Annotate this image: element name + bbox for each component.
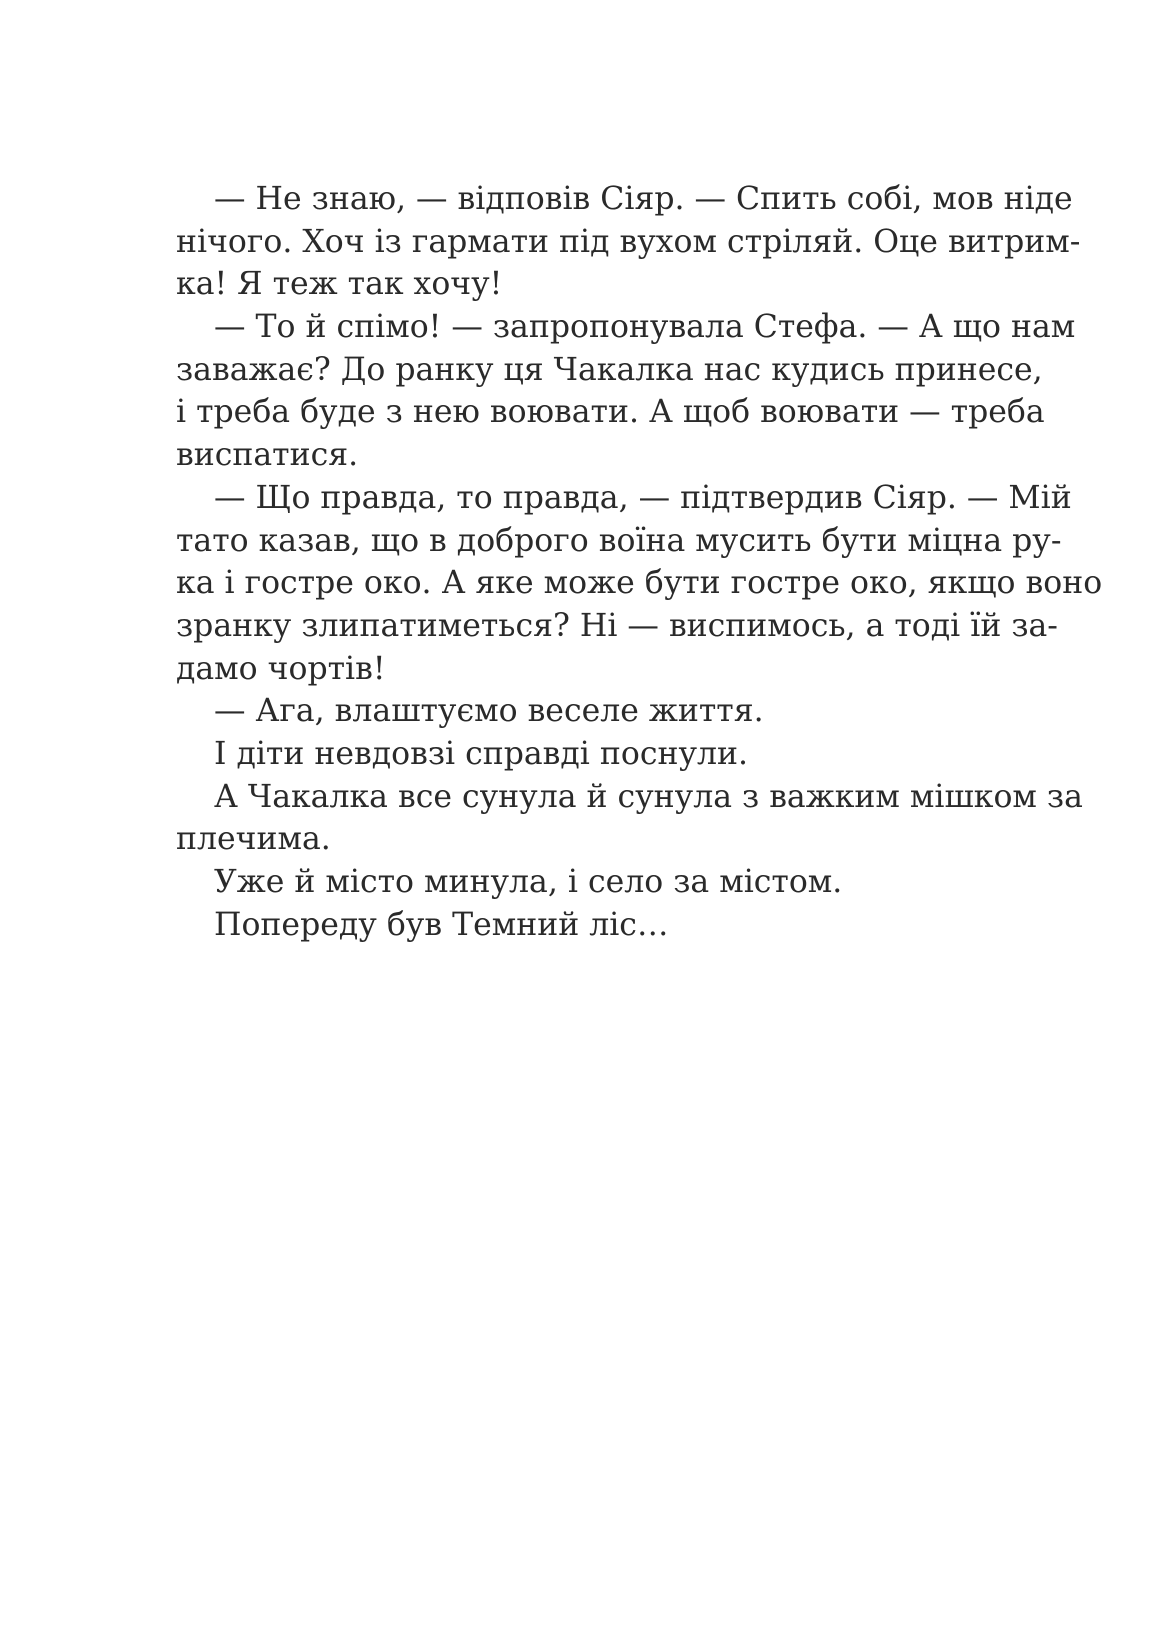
body-text [176,178,1103,946]
text-line: — Ага, влаштуємо веселе життя. [214,693,764,730]
text-line: плечима. [176,821,331,858]
text-line: — То й спімо! — запропонувала Стефа. — А що нам [214,309,1076,346]
text-line: І діти невдовзі справді поснули. [214,735,749,772]
text-line: зранку злипатиметься? Ні — виспимось, а тоді їй за- [176,607,1058,644]
text-line: заважає? До ранку ця Чакалка нас кудись принесе, [176,351,1043,388]
text-line: — Що правда, то правда, — підтвердив Сіяр. — Мій [214,479,1072,516]
text-line: дамо чортів! [176,650,386,687]
text-line: нічого. Хоч із гармати під вухом стріляй. Оце витрим- [176,223,1081,260]
text-line: — Не знаю, — відповів Сіяр. — Спить собі, мов ніде [214,181,1073,217]
text-line: Попереду був Темний ліс… [214,906,669,943]
text-line: А Чакалка все сунула й сунула з важким мішком за [214,778,1083,815]
text-line: тато казав, що в доброго воїна мусить бути міцна ру- [176,522,1062,559]
text-line: ка і гостре око. А яке може бути гостре око, якщо воно [176,565,1103,602]
text-line: і треба буде з нею воювати. А щоб воювати — треба [176,394,1045,431]
text-line: Уже й місто минула, і село за містом. [214,864,843,900]
text-line: виспатися. [176,437,359,474]
text-line: ка! Я теж так хочу! [176,266,503,303]
